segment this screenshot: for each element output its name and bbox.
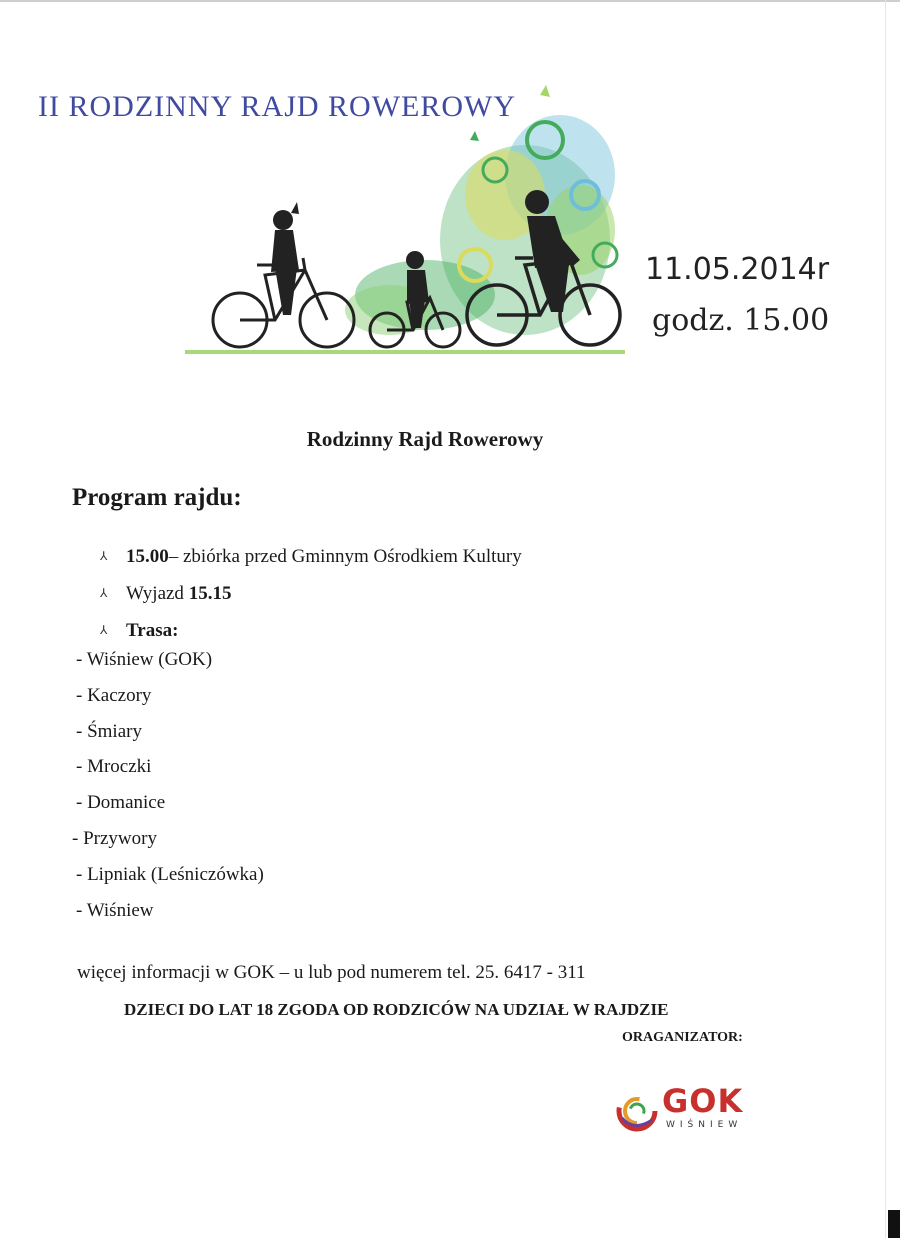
parental-consent-notice: DZIECI DO LAT 18 ZGODA OD RODZICÓW NA UDZIAŁ W RAJDZIE [124, 1000, 669, 1019]
gathering-text: – zbiórka przed Gminnym Ośrodkiem Kultury [168, 545, 522, 567]
woman-silhouette [271, 202, 299, 315]
scan-edge-top [0, 0, 900, 2]
route-label: Trasa: [126, 619, 179, 641]
organizer-label: ORAGANIZATOR: [622, 1030, 743, 1045]
route-stop: - Domanice [76, 792, 166, 814]
contact-info: więcej informacji w GOK – u lub pod numerem tel. 25. 6417 - 311 [77, 962, 586, 983]
event-date: 11.05.2014r [645, 252, 830, 287]
bicycle-family-illustration [175, 80, 655, 370]
program-item-departure [100, 575, 522, 612]
scan-edge-right [885, 0, 886, 1238]
ground-line [185, 350, 625, 354]
event-subtitle: Rodzinny Rajd Rowerowy [306, 427, 544, 451]
program-item-route [100, 612, 522, 649]
triangle-bullet-icon: ⅄ [100, 549, 108, 563]
triangle-bullet-icon: ⅄ [100, 586, 108, 600]
swirl-decoration [345, 85, 617, 335]
logo-subtitle: WIŚNIEW [666, 1120, 743, 1130]
program-heading: Program rajdu: [72, 484, 242, 511]
scan-corner-mark [888, 1210, 900, 1238]
gathering-time: 15.00 [126, 545, 169, 567]
departure-time: 15.15 [188, 582, 232, 604]
route-stop: - Śmiary [76, 720, 142, 742]
departure-text: Wyjazd [126, 582, 189, 604]
event-time: godz. 15.00 [652, 303, 830, 338]
route-stop: - Mroczki [76, 756, 152, 778]
triangle-bullet-icon: ⅄ [100, 623, 108, 637]
gok-swirl-icon [614, 1088, 660, 1134]
route-stop: - Kaczory [76, 684, 152, 706]
route-list [72, 646, 264, 932]
route-stop: - Wiśniew (GOK) [76, 649, 213, 670]
gok-logo [614, 1082, 764, 1136]
route-stop: - Wiśniew [76, 899, 154, 921]
program-item-gathering [100, 538, 522, 575]
logo-name: GOK [662, 1082, 744, 1120]
route-stop: - Przywory [72, 827, 157, 849]
program-list [100, 538, 522, 649]
route-stop: - Lipniak (Leśniczówka) [76, 863, 264, 885]
poster-title: II RODZINNY RAJD ROWEROWY [38, 90, 517, 123]
